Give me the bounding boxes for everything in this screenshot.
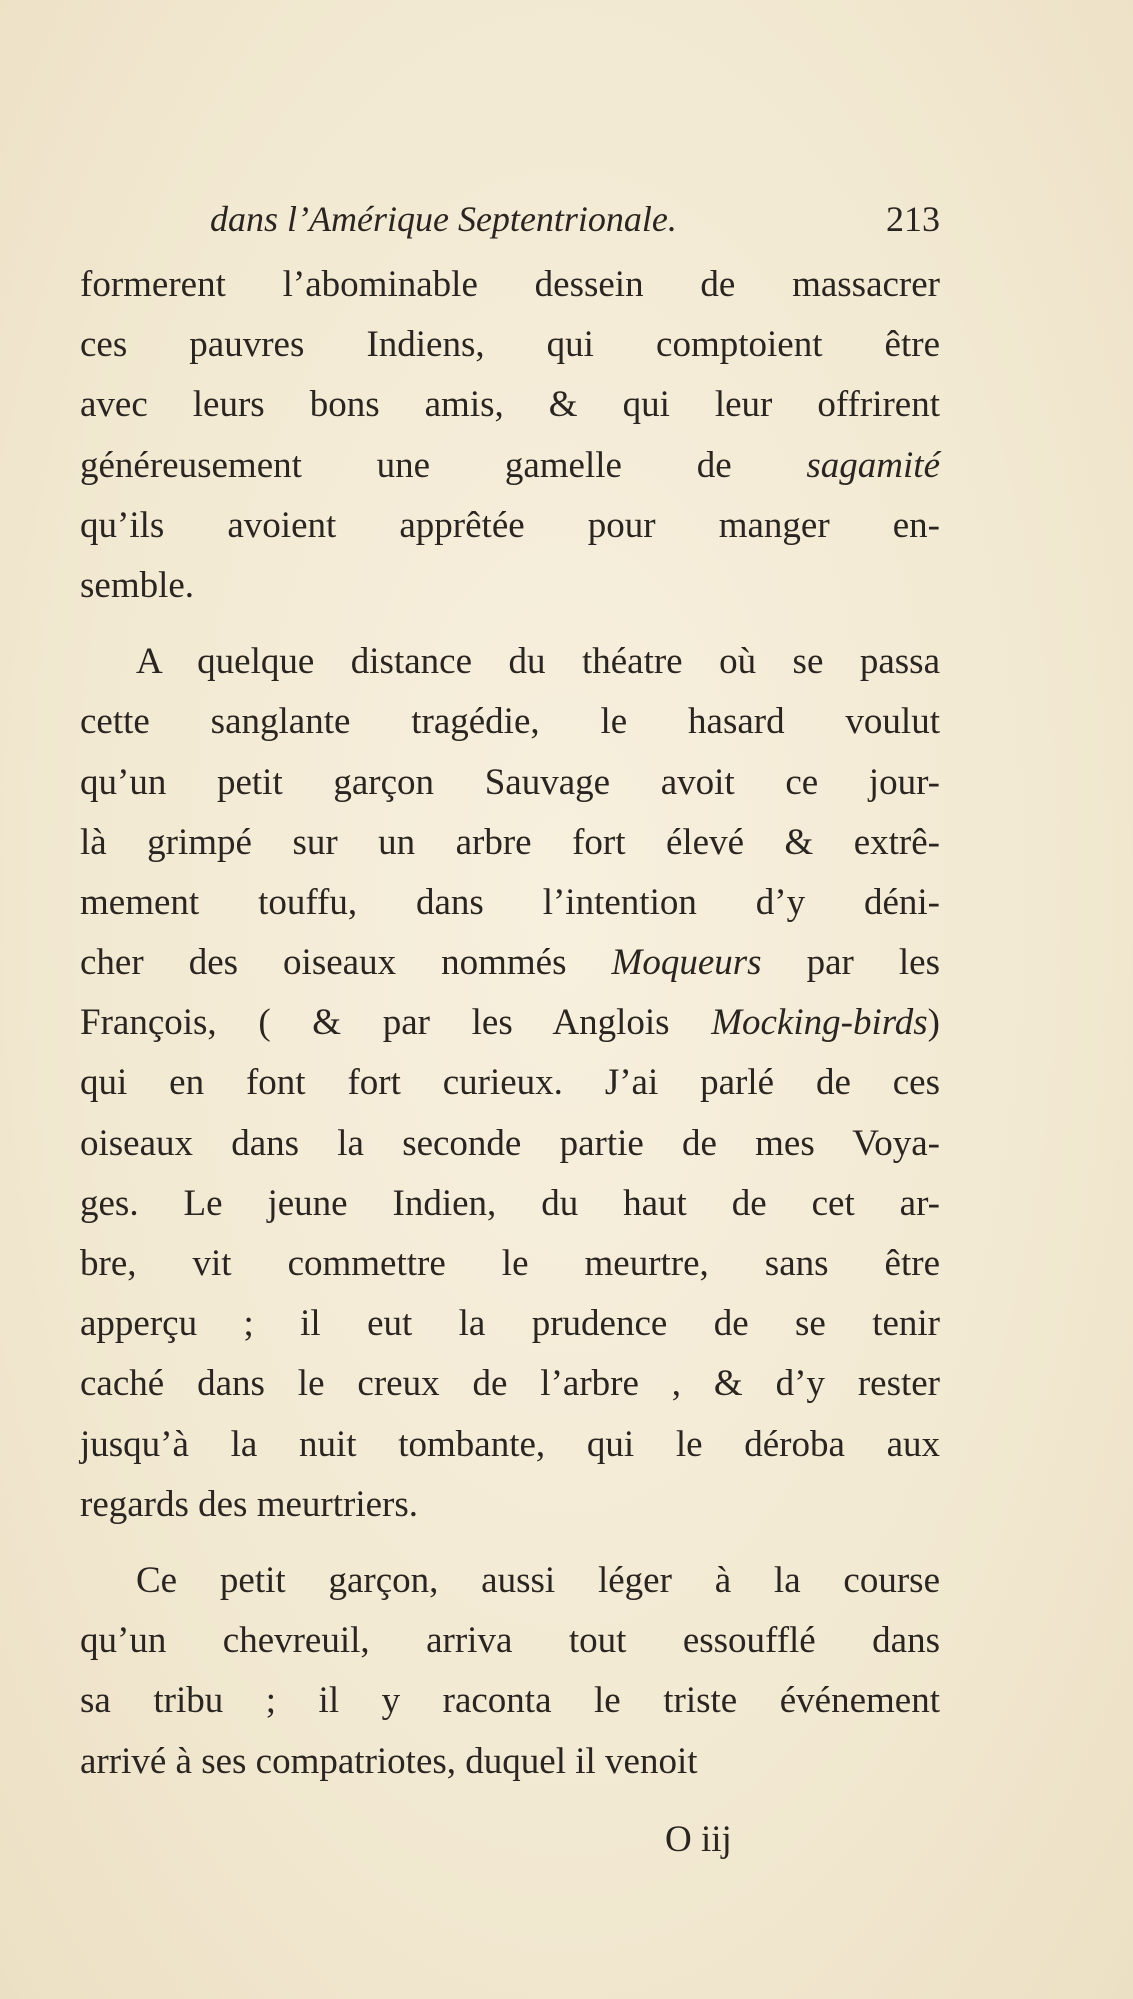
- text-line: [80, 556, 940, 616]
- text-line: [80, 813, 940, 873]
- text-segment: ces pauvres Indiens, qui comptoient être: [80, 324, 940, 366]
- text-line: [80, 1354, 940, 1414]
- text-line: [80, 1732, 940, 1792]
- text-segment: qu’un chevreuil, arriva tout essoufflé dans: [80, 1620, 940, 1662]
- text-line: [80, 436, 940, 496]
- text-segment: qui en font fort curieux. J’ai parlé de ces: [80, 1062, 940, 1104]
- text-segment: cette sanglante tragédie, le hasard voulut: [80, 701, 940, 743]
- text-line: [80, 255, 940, 315]
- text-line: [80, 692, 940, 752]
- text-segment: A quelque distance du théatre où se passa: [136, 641, 940, 683]
- paragraph: [80, 255, 940, 616]
- paragraph: [80, 632, 940, 1535]
- text-line: [80, 1294, 940, 1354]
- text-line: [80, 993, 940, 1053]
- text-segment: par les: [761, 942, 940, 984]
- text-segment: jusqu’à la nuit tombante, qui le déroba aux: [80, 1423, 940, 1465]
- text-line: [80, 753, 940, 813]
- italic-text: Mocking-birds: [711, 1002, 928, 1044]
- text-segment: généreusement une gamelle de: [80, 444, 807, 486]
- text-line: [80, 933, 940, 993]
- text-segment: arrivé à ses compatriotes, duquel il venoit: [80, 1740, 698, 1782]
- text-line: [80, 873, 940, 933]
- text-segment: semble.: [80, 564, 195, 606]
- text-segment: cher des oiseaux nommés: [80, 942, 612, 984]
- text-segment: bre, vit commettre le meurtre, sans être: [80, 1243, 940, 1284]
- signature-mark: O iij: [665, 1819, 732, 1860]
- text-line: [80, 1114, 940, 1174]
- italic-text: Moqueurs: [611, 942, 762, 984]
- text-segment: qu’un petit garçon Sauvage avoit ce jour-: [80, 761, 940, 803]
- running-header: [210, 198, 940, 250]
- text-line: [80, 1551, 940, 1611]
- text-segment: mement touffu, dans l’intention d’y déni-: [80, 881, 940, 923]
- text-segment: là grimpé sur un arbre fort élevé & extrê-: [80, 821, 940, 863]
- text-line: [80, 1671, 940, 1731]
- text-segment: qu’ils avoient apprêtée pour manger en-: [80, 504, 940, 546]
- text-line: [80, 1475, 940, 1535]
- text-segment: ges. Le jeune Indien, du haut de cet ar-: [80, 1182, 940, 1224]
- text-segment: ): [927, 1002, 940, 1044]
- text-line: [80, 496, 940, 556]
- italic-text: sagamité: [806, 444, 940, 486]
- text-line: [80, 1174, 940, 1234]
- text-line: [80, 375, 940, 435]
- text-segment: formerent l’abominable dessein de massacrer: [80, 264, 940, 305]
- text-line: [80, 1611, 940, 1671]
- text-line: [80, 315, 940, 375]
- body-text: [80, 255, 940, 1792]
- running-title: dans l’Amérique Septentrionale.: [210, 199, 677, 239]
- text-line: [80, 1053, 940, 1113]
- text-segment: apperçu ; il eut la prudence de se tenir: [80, 1303, 940, 1345]
- text-segment: oiseaux dans la seconde partie de mes Voya-: [80, 1122, 940, 1164]
- text-segment: avec leurs bons amis, & qui leur offrirent: [80, 384, 940, 426]
- text-segment: caché dans le creux de l’arbre , & d’y rester: [80, 1363, 940, 1405]
- paragraph-gap: [80, 616, 940, 632]
- text-line: [80, 1415, 940, 1475]
- text-line: [80, 632, 940, 692]
- page-number: 213: [886, 199, 940, 239]
- text-segment: sa tribu ; il y raconta le triste événement: [80, 1680, 940, 1722]
- text-line: [80, 1234, 940, 1294]
- paragraph: [80, 1551, 940, 1792]
- text-segment: François, ( & par les Anglois: [80, 1002, 712, 1044]
- paragraph-gap: [80, 1535, 940, 1551]
- text-segment: regards des meurtriers.: [80, 1483, 419, 1525]
- text-segment: Ce petit garçon, aussi léger à la course: [136, 1559, 940, 1601]
